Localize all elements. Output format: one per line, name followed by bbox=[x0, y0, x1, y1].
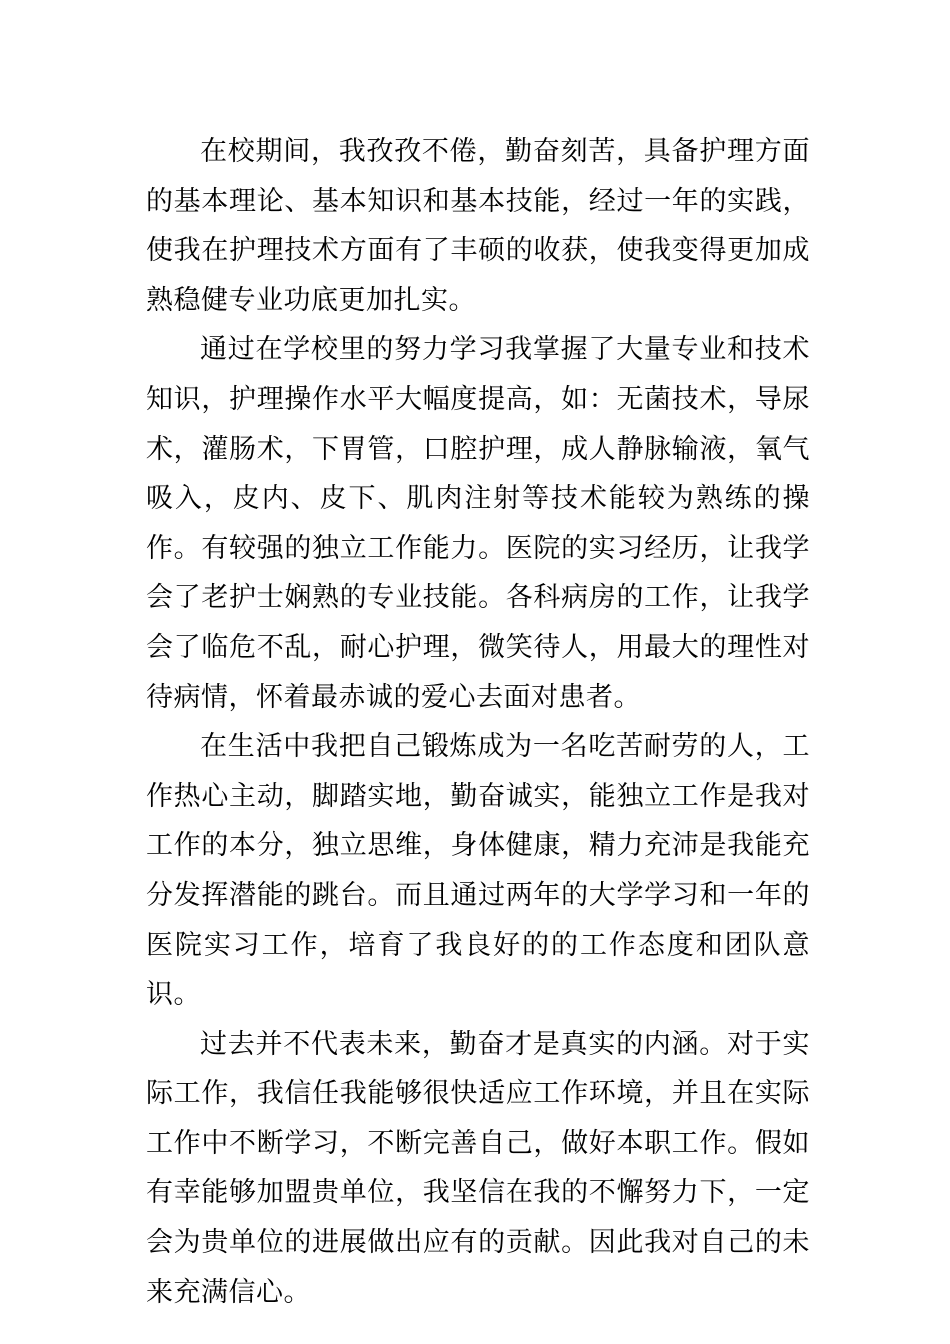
paragraph-3: 在生活中我把自己锻炼成为一名吃苦耐劳的人，工作热心主动，脚踏实地，勤奋诚实，能独立工作是我对工作的本分，独立思维，身体健康，精力充沛是我能充分发挥潜能的跳台。而且通过两年的大学学习和一年的医院实习工作，培育了我良好的的工作态度和团队意识。 bbox=[146, 731, 810, 1011]
paragraph-4: 过去并不代表未来，勤奋才是真实的内涵。对于实际工作，我信任我能够很快适应工作环境，并且在实际工作中不断学习，不断完善自己，做好本职工作。假如有幸能够加盟贵单位，我坚信在我的不懈努力下，一定会为贵单位的进展做出应有的贡献。因此我对自己的未来充满信心。 bbox=[146, 1028, 810, 1308]
paragraph-2: 通过在学校里的努力学习我掌握了大量专业和技术知识，护理操作水平大幅度提高，如：无菌技术，导尿术，灌肠术，下胃管，口腔护理，成人静脉输液，氧气吸入，皮内、皮下、肌肉注射等技术能较为熟练的操作。有较强的独立工作能力。医院的实习经历，让我学会了老护士娴熟的专业技能。各科病房的工作，让我学会了临危不乱，耐心护理，微笑待人，用最大的理性对待病情，怀着最赤诚的爱心去面对患者。 bbox=[146, 334, 810, 713]
paragraph-1: 在校期间，我孜孜不倦，勤奋刻苦，具备护理方面的基本理论、基本知识和基本技能，经过一年的实践，使我在护理技术方面有了丰硕的收获，使我变得更加成熟稳健专业功底更加扎实。 bbox=[146, 136, 810, 316]
document-body bbox=[146, 127, 810, 1317]
